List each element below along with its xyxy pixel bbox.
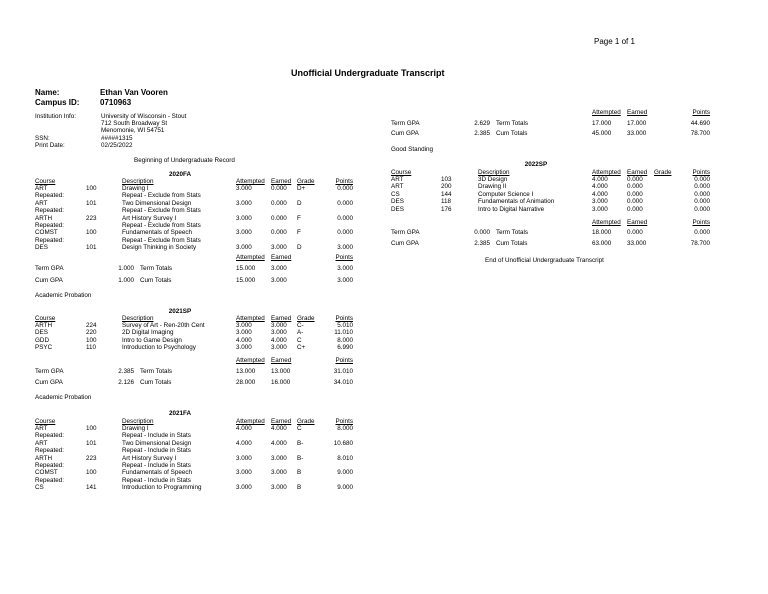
- course-attempted: 4.000: [236, 336, 252, 344]
- beginning-of-record: Beginning of Undergraduate Record: [134, 157, 235, 164]
- term-name: 2022SP: [524, 161, 548, 168]
- course-number: 100: [86, 469, 97, 477]
- course-points: 0.000: [337, 199, 353, 207]
- course-attempted: 3.000: [236, 344, 252, 352]
- course-description: Drawing I: [122, 185, 149, 192]
- course-grade: B: [297, 469, 302, 477]
- col-header-points: Points: [692, 169, 710, 176]
- course-attempted: 3.000: [592, 198, 608, 206]
- course-attempted: 3.000: [236, 199, 252, 207]
- totals-header-earned: Earned: [271, 357, 292, 364]
- course-description: Computer Science I: [478, 190, 534, 198]
- col-header-description: Description: [122, 315, 154, 322]
- cum-attempted: 28.000: [236, 379, 256, 386]
- cum-attempted: 45.000: [592, 130, 612, 137]
- course-subject: DES: [35, 329, 48, 337]
- course-description: 3D Design: [478, 176, 508, 183]
- term-earned: 17.000: [627, 120, 647, 127]
- course-number: 100: [86, 425, 97, 432]
- course-attempted: 3.000: [236, 244, 252, 252]
- course-attempted: 3.000: [236, 322, 252, 329]
- campus-id-label: Campus ID:: [35, 98, 80, 107]
- course-attempted: 4.000: [592, 176, 608, 183]
- totals-header-attempted: Attempted: [592, 219, 621, 226]
- cum-totals-label: Cum Totals: [496, 130, 528, 137]
- institution-line: University of Wisconsin - Stout: [101, 113, 187, 120]
- course-subject: ART: [35, 199, 48, 207]
- totals-header-earned: Earned: [627, 219, 648, 226]
- course-points: 0.000: [694, 205, 710, 213]
- course-grade: D+: [297, 185, 306, 192]
- course-points: 0.000: [337, 185, 353, 192]
- academic-standing: Academic Probation: [35, 292, 92, 299]
- course-earned: 0.000: [627, 205, 643, 213]
- term-points: 3.000: [337, 265, 353, 272]
- course-subject: DES: [391, 198, 404, 206]
- campus-id: 0710963: [100, 98, 132, 107]
- col-header-attempted: Attempted: [236, 315, 265, 322]
- term-totals-label: Term Totals: [496, 120, 529, 127]
- col-header-description: Description: [478, 169, 510, 176]
- repeat-note: Repeat - Include in Stats: [122, 447, 191, 455]
- course-attempted: 3.000: [236, 329, 252, 337]
- course-number: 223: [86, 214, 97, 222]
- course-description: Introduction to Programming: [122, 484, 202, 492]
- term-attempted: 13.000: [236, 368, 256, 375]
- course-grade: B-: [297, 439, 304, 447]
- course-subject: ART: [35, 185, 48, 192]
- col-header-course: Course: [391, 169, 412, 176]
- ssn-value: #####1315: [101, 135, 133, 142]
- course-earned: 0.000: [627, 198, 643, 206]
- course-points: 8.000: [337, 336, 353, 344]
- term-attempted: 17.000: [592, 120, 612, 127]
- term-points: 0.000: [694, 229, 710, 236]
- repeat-note: Repeat - Exclude from Stats: [122, 192, 201, 200]
- page-title: Unofficial Undergraduate Transcript: [291, 68, 445, 78]
- course-subject: DES: [391, 205, 404, 213]
- term-gpa-label: Term GPA: [35, 265, 64, 272]
- course-subject: ARTH: [35, 454, 53, 462]
- page-number: Page 1 of 1: [594, 37, 635, 46]
- course-grade: F: [297, 229, 301, 237]
- print-date: 02/25/2022: [101, 142, 133, 149]
- course-earned: 3.000: [271, 322, 287, 329]
- totals-header-points: Points: [335, 254, 353, 261]
- col-header-attempted: Attempted: [592, 169, 621, 176]
- col-header-description: Description: [122, 178, 154, 185]
- course-attempted: 3.000: [236, 214, 252, 222]
- course-subject: DES: [35, 244, 48, 252]
- repeated-label: Repeated:: [35, 207, 65, 215]
- repeat-note: Repeat - Include in Stats: [122, 432, 191, 440]
- course-attempted: 3.000: [592, 205, 608, 213]
- course-number: 176: [441, 205, 452, 213]
- totals-header-attempted: Attempted: [236, 254, 265, 261]
- course-points: 5.010: [337, 322, 353, 329]
- term-attempted: 18.000: [592, 229, 612, 236]
- course-grade: C-: [297, 322, 304, 329]
- student-name: Ethan Van Vooren: [100, 88, 168, 97]
- cum-gpa-label: Cum GPA: [391, 240, 419, 247]
- term-gpa-label: Term GPA: [391, 120, 420, 127]
- repeated-label: Repeated:: [35, 447, 65, 455]
- course-subject: ART: [391, 176, 404, 183]
- course-description: Art History Survey I: [122, 214, 177, 222]
- course-number: 220: [86, 329, 97, 337]
- course-subject: ARTH: [35, 322, 53, 329]
- course-number: 110: [86, 344, 97, 352]
- col-header-points: Points: [335, 178, 353, 185]
- cum-earned: 33.000: [627, 130, 647, 137]
- term-points: 31.010: [333, 368, 353, 375]
- col-header-attempted: Attempted: [236, 178, 265, 185]
- institution-info-label: Institution Info:: [35, 113, 76, 120]
- course-subject: GDD: [35, 336, 49, 344]
- cum-gpa-value: 1.000: [118, 277, 134, 284]
- col-header-points: Points: [335, 418, 353, 425]
- term-gpa-value: 2.385: [118, 368, 134, 375]
- course-number: 118: [441, 198, 452, 206]
- course-subject: CS: [391, 190, 400, 198]
- repeated-label: Repeated:: [35, 192, 65, 200]
- course-earned: 0.000: [271, 185, 287, 192]
- course-points: 8.000: [337, 425, 353, 432]
- course-earned: 3.000: [271, 484, 287, 492]
- course-description: Fundamentals of Animation: [478, 198, 555, 206]
- course-earned: 3.000: [271, 469, 287, 477]
- cum-totals-label: Cum Totals: [140, 379, 172, 386]
- course-earned: 3.000: [271, 329, 287, 337]
- course-points: 10.680: [333, 439, 353, 447]
- print-date-label: Print Date:: [35, 142, 65, 149]
- course-grade: D: [297, 244, 302, 252]
- course-earned: 0.000: [627, 190, 643, 198]
- repeated-label: Repeated:: [35, 432, 65, 440]
- repeat-note: Repeat - Include in Stats: [122, 476, 191, 484]
- course-grade: C: [297, 336, 302, 344]
- course-points: 3.000: [337, 244, 353, 252]
- course-earned: 4.000: [271, 425, 287, 432]
- course-description: Intro to Game Design: [122, 336, 182, 344]
- cum-points: 34.010: [333, 379, 353, 386]
- cum-gpa-label: Cum GPA: [35, 379, 63, 386]
- course-description: Fundamentals of Speech: [122, 469, 193, 477]
- institution-line: 712 South Broadway St: [101, 120, 168, 127]
- course-grade: D: [297, 199, 302, 207]
- repeated-label: Repeated:: [35, 236, 65, 244]
- course-attempted: 4.000: [236, 425, 252, 432]
- course-subject: CS: [35, 484, 44, 492]
- cum-earned: 33.000: [627, 240, 647, 247]
- col-header-grade: Grade: [297, 418, 315, 425]
- course-subject: COMST: [35, 229, 58, 237]
- cum-points: 78.700: [690, 240, 710, 247]
- course-earned: 0.000: [627, 183, 643, 191]
- course-grade: F: [297, 214, 301, 222]
- cum-gpa-value: 2.385: [474, 130, 490, 137]
- course-number: 100: [86, 229, 97, 237]
- course-description: Drawing II: [478, 183, 507, 191]
- repeat-note: Repeat - Exclude from Stats: [122, 236, 201, 244]
- course-attempted: 4.000: [592, 183, 608, 191]
- course-subject: PSYC: [35, 344, 53, 352]
- course-earned: 0.000: [271, 229, 287, 237]
- course-points: 0.000: [694, 198, 710, 206]
- repeated-label: Repeated:: [35, 476, 65, 484]
- repeated-label: Repeated:: [35, 462, 65, 469]
- course-description: Two Dimensional Design: [122, 439, 192, 447]
- cum-attempted: 63.000: [592, 240, 612, 247]
- course-description: 2D Digital Imaging: [122, 329, 174, 337]
- course-earned: 3.000: [271, 344, 287, 352]
- totals-header-attempted: Attempted: [592, 109, 621, 116]
- cum-earned: 16.000: [271, 379, 291, 386]
- term-points: 44.690: [690, 120, 710, 127]
- course-description: Intro to Digital Narrative: [478, 205, 545, 213]
- col-header-grade: Grade: [297, 315, 315, 322]
- term-earned: 3.000: [271, 265, 287, 272]
- term-totals-label: Term Totals: [496, 229, 529, 236]
- col-header-course: Course: [35, 418, 56, 425]
- cum-points: 78.700: [690, 130, 710, 137]
- term-gpa-label: Term GPA: [391, 229, 420, 236]
- course-number: 101: [86, 244, 97, 252]
- course-number: 200: [441, 183, 452, 191]
- col-header-grade: Grade: [297, 178, 315, 185]
- course-attempted: 3.000: [236, 185, 252, 192]
- cum-earned: 3.000: [271, 277, 287, 284]
- course-attempted: 3.000: [236, 229, 252, 237]
- course-earned: 0.000: [271, 214, 287, 222]
- col-header-earned: Earned: [271, 315, 292, 322]
- course-points: 11.010: [334, 329, 353, 337]
- course-attempted: 3.000: [236, 484, 252, 492]
- cum-gpa-label: Cum GPA: [35, 277, 63, 284]
- course-points: 0.000: [337, 214, 353, 222]
- course-grade: B-: [297, 454, 304, 462]
- course-points: 6.990: [337, 344, 353, 352]
- course-points: 0.000: [694, 176, 710, 183]
- col-header-grade: Grade: [654, 169, 672, 176]
- course-description: Introduction to Psychology: [122, 344, 196, 352]
- course-number: 100: [86, 185, 97, 192]
- course-attempted: 3.000: [236, 454, 252, 462]
- totals-header-points: Points: [692, 109, 710, 116]
- course-number: 103: [441, 176, 452, 183]
- term-gpa-value: 0.000: [474, 229, 490, 236]
- course-grade: B: [297, 484, 302, 492]
- course-number: 101: [86, 439, 97, 447]
- institution-line: Menomonie, WI 54751: [101, 127, 165, 134]
- repeat-note: Repeat - Exclude from Stats: [122, 222, 201, 229]
- course-number: 223: [86, 454, 97, 462]
- term-totals-label: Term Totals: [140, 368, 173, 375]
- col-header-attempted: Attempted: [236, 418, 265, 425]
- course-number: 101: [86, 199, 97, 207]
- term-gpa-label: Term GPA: [35, 368, 64, 375]
- course-number: 100: [86, 336, 97, 344]
- course-points: 9.000: [337, 484, 353, 492]
- totals-header-points: Points: [692, 219, 710, 226]
- totals-header-earned: Earned: [627, 109, 648, 116]
- course-subject: ARTH: [35, 214, 53, 222]
- course-subject: ART: [35, 425, 48, 432]
- totals-header-earned: Earned: [271, 254, 292, 261]
- course-subject: COMST: [35, 469, 58, 477]
- name-label: Name:: [35, 88, 60, 97]
- term-name: 2021FA: [168, 410, 192, 417]
- cum-points: 3.000: [337, 277, 353, 284]
- col-header-course: Course: [35, 315, 56, 322]
- academic-standing: Academic Probation: [35, 394, 92, 401]
- col-header-description: Description: [122, 418, 154, 425]
- course-description: Drawing I: [122, 425, 149, 432]
- course-description: Art History Survey I: [122, 454, 177, 462]
- course-earned: 0.000: [627, 176, 643, 183]
- col-header-earned: Earned: [627, 169, 648, 176]
- term-earned: 0.000: [627, 229, 643, 236]
- course-subject: ART: [35, 439, 48, 447]
- term-name: 2020FA: [168, 171, 192, 178]
- col-header-points: Points: [335, 315, 353, 322]
- course-points: 8.010: [337, 454, 353, 462]
- course-points: 0.000: [694, 183, 710, 191]
- term-totals-label: Term Totals: [140, 265, 173, 272]
- course-earned: 4.000: [271, 336, 287, 344]
- course-earned: 3.000: [271, 454, 287, 462]
- term-earned: 13.000: [271, 368, 291, 375]
- col-header-earned: Earned: [271, 418, 292, 425]
- course-grade: C: [297, 425, 302, 432]
- course-attempted: 4.000: [592, 190, 608, 198]
- col-header-course: Course: [35, 178, 56, 185]
- term-attempted: 15.000: [236, 265, 256, 272]
- cum-gpa-value: 2.126: [118, 379, 134, 386]
- term-name: 2021SP: [168, 308, 192, 315]
- cum-attempted: 15.000: [236, 277, 256, 284]
- course-earned: 0.000: [271, 199, 287, 207]
- term-gpa-value: 1.000: [118, 265, 134, 272]
- course-earned: 3.000: [271, 244, 287, 252]
- course-description: Fundamentals of Speech: [122, 229, 193, 237]
- course-points: 9.000: [337, 469, 353, 477]
- totals-header-attempted: Attempted: [236, 357, 265, 364]
- repeated-label: Repeated:: [35, 222, 65, 229]
- academic-standing: Good Standing: [391, 146, 434, 153]
- course-attempted: 4.000: [236, 439, 252, 447]
- cum-gpa-label: Cum GPA: [391, 130, 419, 137]
- course-earned: 4.000: [271, 439, 287, 447]
- course-grade: A-: [297, 329, 304, 337]
- course-points: 0.000: [337, 229, 353, 237]
- course-number: 144: [441, 190, 452, 198]
- cum-gpa-value: 2.385: [474, 240, 490, 247]
- term-gpa-value: 2.629: [474, 120, 490, 127]
- repeat-note: Repeat - Include in Stats: [122, 462, 191, 469]
- course-description: Survey of Art - Ren-20th Cent: [122, 322, 205, 329]
- totals-header-points: Points: [335, 357, 353, 364]
- end-of-transcript: End of Unofficial Undergraduate Transcript: [485, 257, 604, 264]
- course-points: 0.000: [694, 190, 710, 198]
- course-grade: C+: [297, 344, 306, 352]
- cum-totals-label: Cum Totals: [140, 277, 172, 284]
- course-subject: ART: [391, 183, 404, 191]
- course-description: Design Thinking in Society: [122, 244, 197, 252]
- col-header-earned: Earned: [271, 178, 292, 185]
- ssn-label: SSN:: [35, 135, 50, 142]
- course-attempted: 3.000: [236, 469, 252, 477]
- course-number: 224: [86, 322, 97, 329]
- course-description: Two Dimensional Design: [122, 199, 192, 207]
- course-number: 141: [86, 484, 97, 492]
- cum-totals-label: Cum Totals: [496, 240, 528, 247]
- repeat-note: Repeat - Exclude from Stats: [122, 207, 201, 215]
